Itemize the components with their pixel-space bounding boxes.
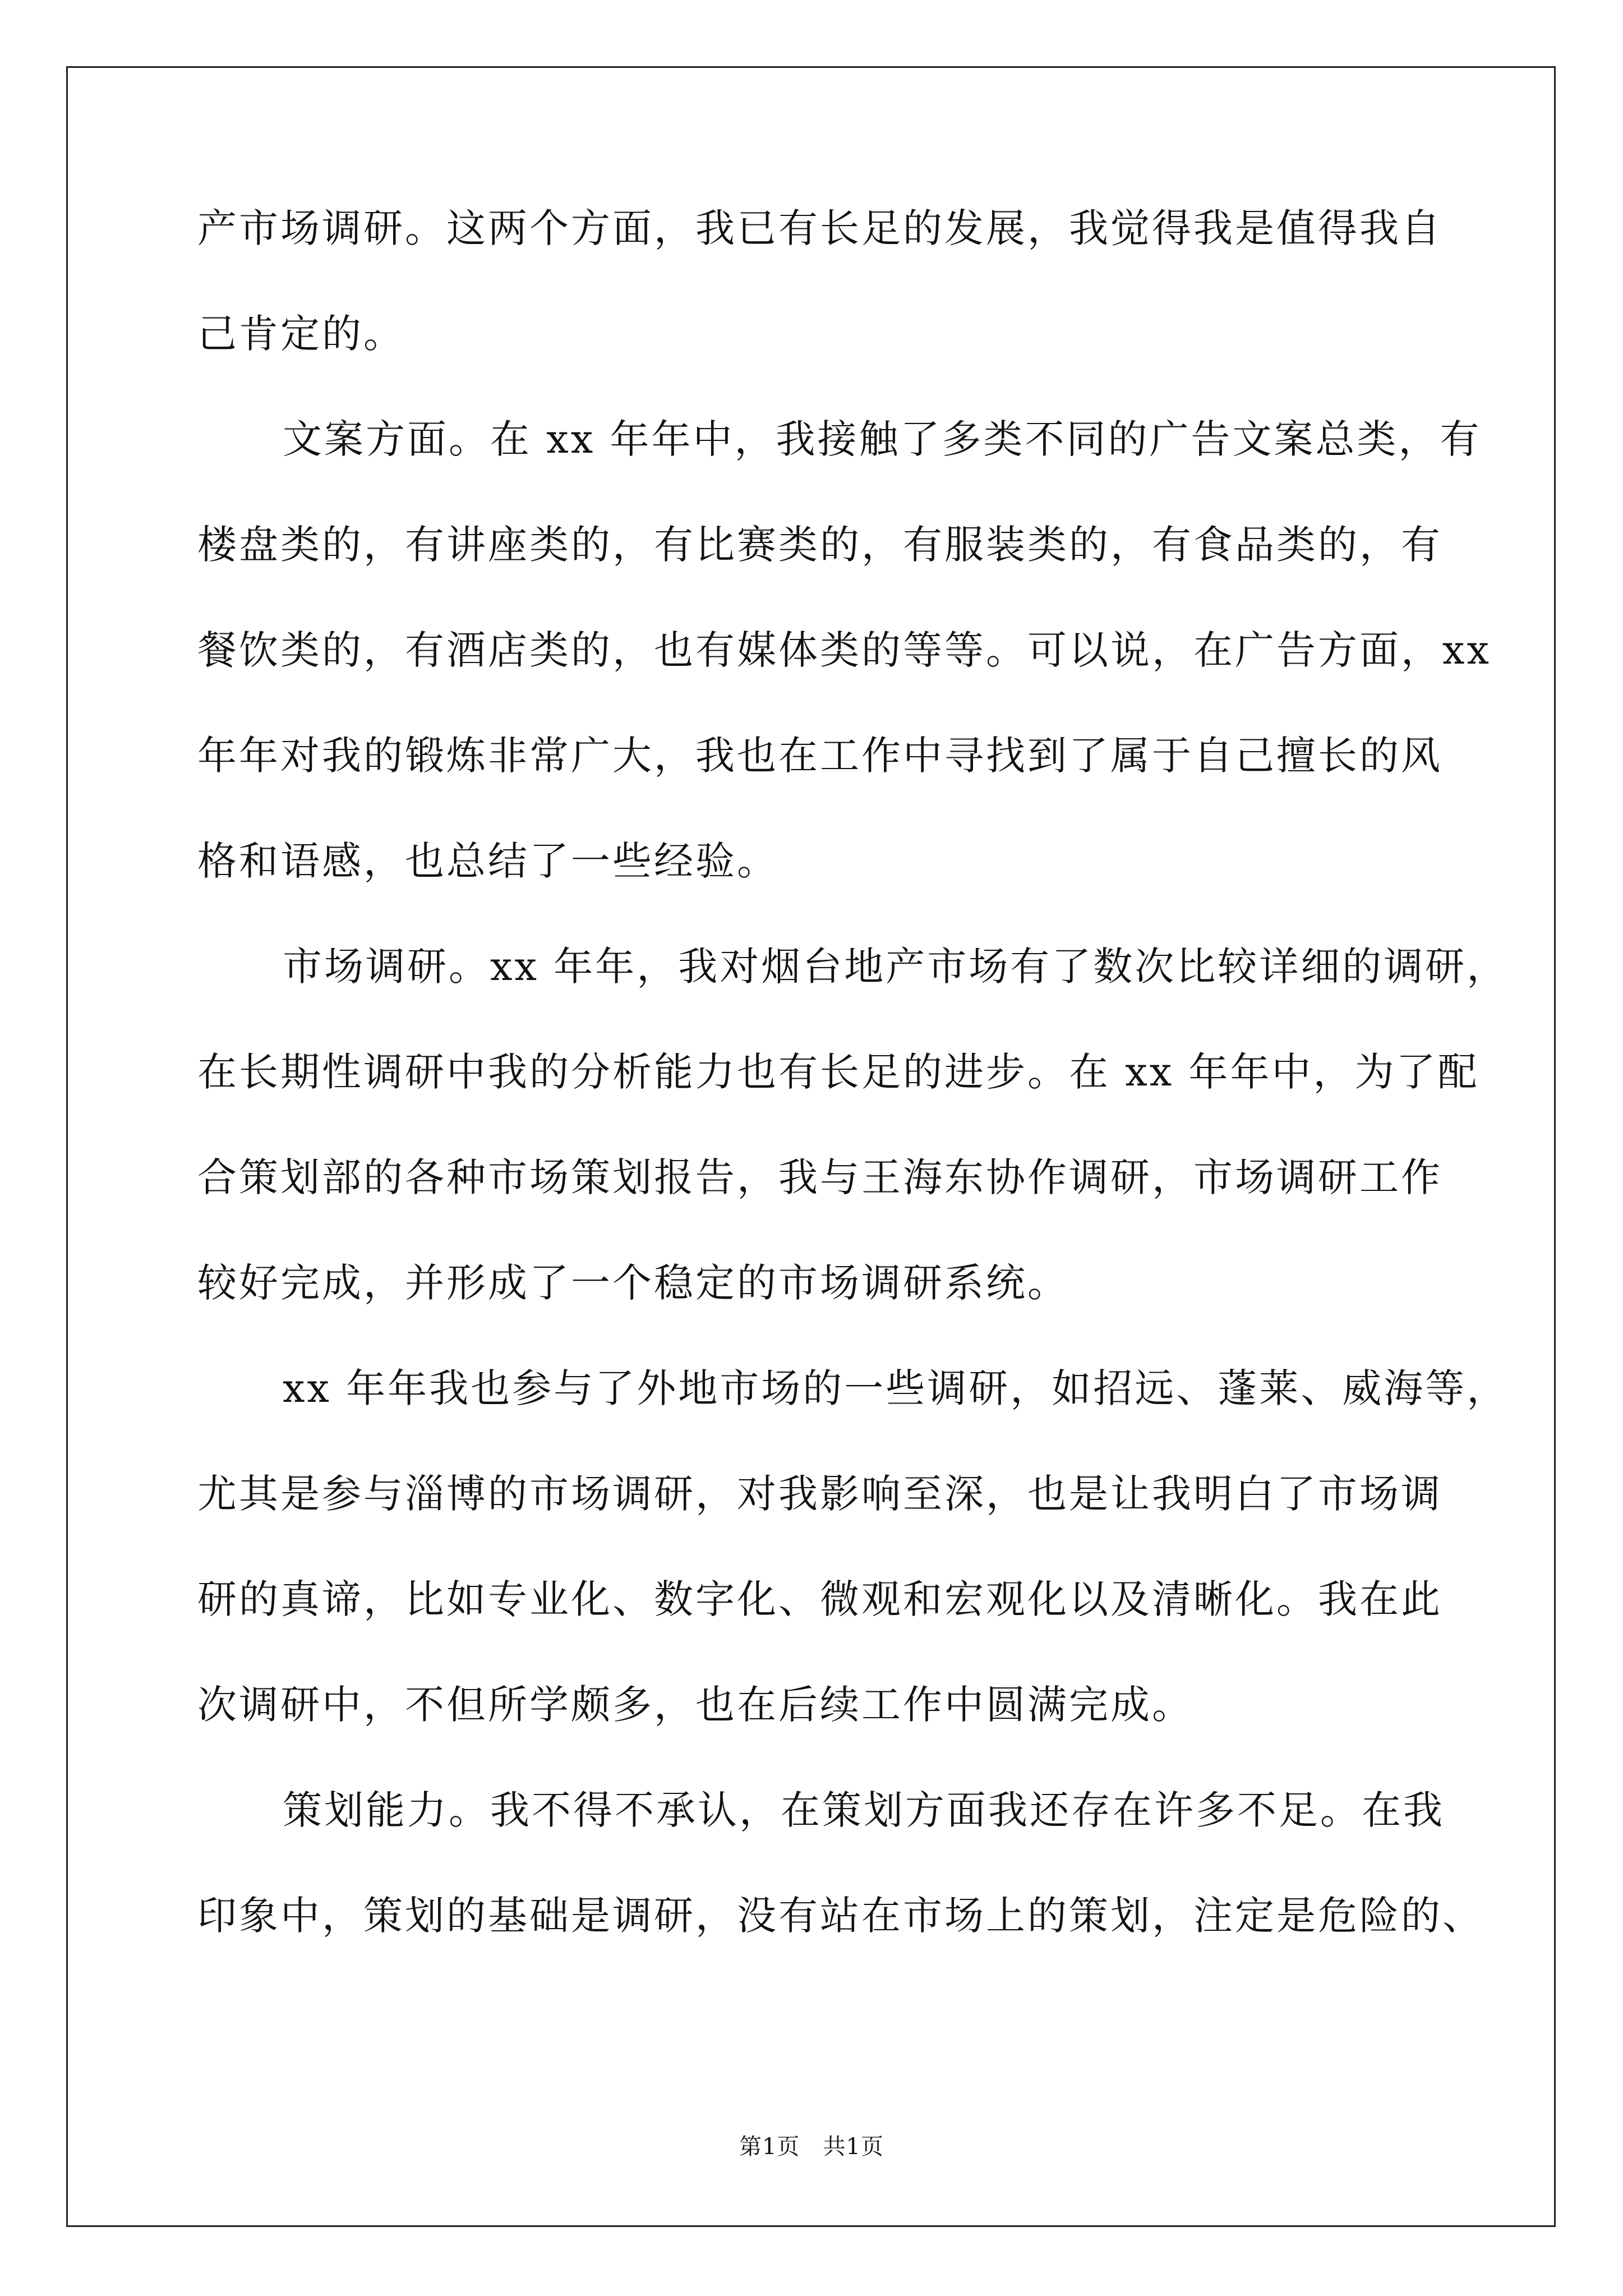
paragraph-first-line: 市场调研。xx 年年，我对烟台地产市场有了数次比较详细的调研， (283, 944, 1509, 990)
text-line: 年年对我的锻炼非常广大，我也在工作中寻找到了属于自己擅长的风 (197, 733, 1442, 779)
text-line: 餐饮类的，有酒店类的，也有媒体类的等等。可以说，在广告方面，xx (197, 627, 1491, 673)
text-line: 次调研中，不但所学颇多，也在后续工作中圆满完成。 (197, 1682, 1193, 1728)
paragraph-first-line: 策划能力。我不得不承认，在策划方面我还存在许多不足。在我 (283, 1787, 1445, 1833)
text-line: 格和语感，也总结了一些经验。 (197, 838, 778, 884)
text-line: 较好完成，并形成了一个稳定的市场调研系统。 (197, 1260, 1069, 1306)
text-line: 产市场调研。这两个方面，我已有长足的发展，我觉得我是值得我自 (197, 205, 1442, 251)
text-line: 楼盘类的，有讲座类的，有比赛类的，有服装类的，有食品类的，有 (197, 522, 1442, 568)
page-footer: 第1页 共1页 (739, 2134, 884, 2160)
text-line: 己肯定的。 (197, 311, 405, 357)
paragraph-first-line: xx 年年我也参与了外地市场的一些调研，如招远、蓬莱、威海等， (283, 1365, 1509, 1411)
text-line: 印象中，策划的基础是调研，没有站在市场上的策划，注定是危险的、 (197, 1893, 1484, 1939)
text-line: 合策划部的各种市场策划报告，我与王海东协作调研，市场调研工作 (197, 1154, 1442, 1200)
text-line: 尤其是参与淄博的市场调研，对我影响至深，也是让我明白了市场调 (197, 1471, 1442, 1517)
text-line: 研的真谛，比如专业化、数字化、微观和宏观化以及清晰化。我在此 (197, 1576, 1442, 1622)
paragraph-first-line: 文案方面。在 xx 年年中，我接触了多类不同的广告文案总类，有 (283, 416, 1482, 462)
text-line: 在长期性调研中我的分析能力也有长足的进步。在 xx 年年中，为了配 (197, 1049, 1479, 1095)
